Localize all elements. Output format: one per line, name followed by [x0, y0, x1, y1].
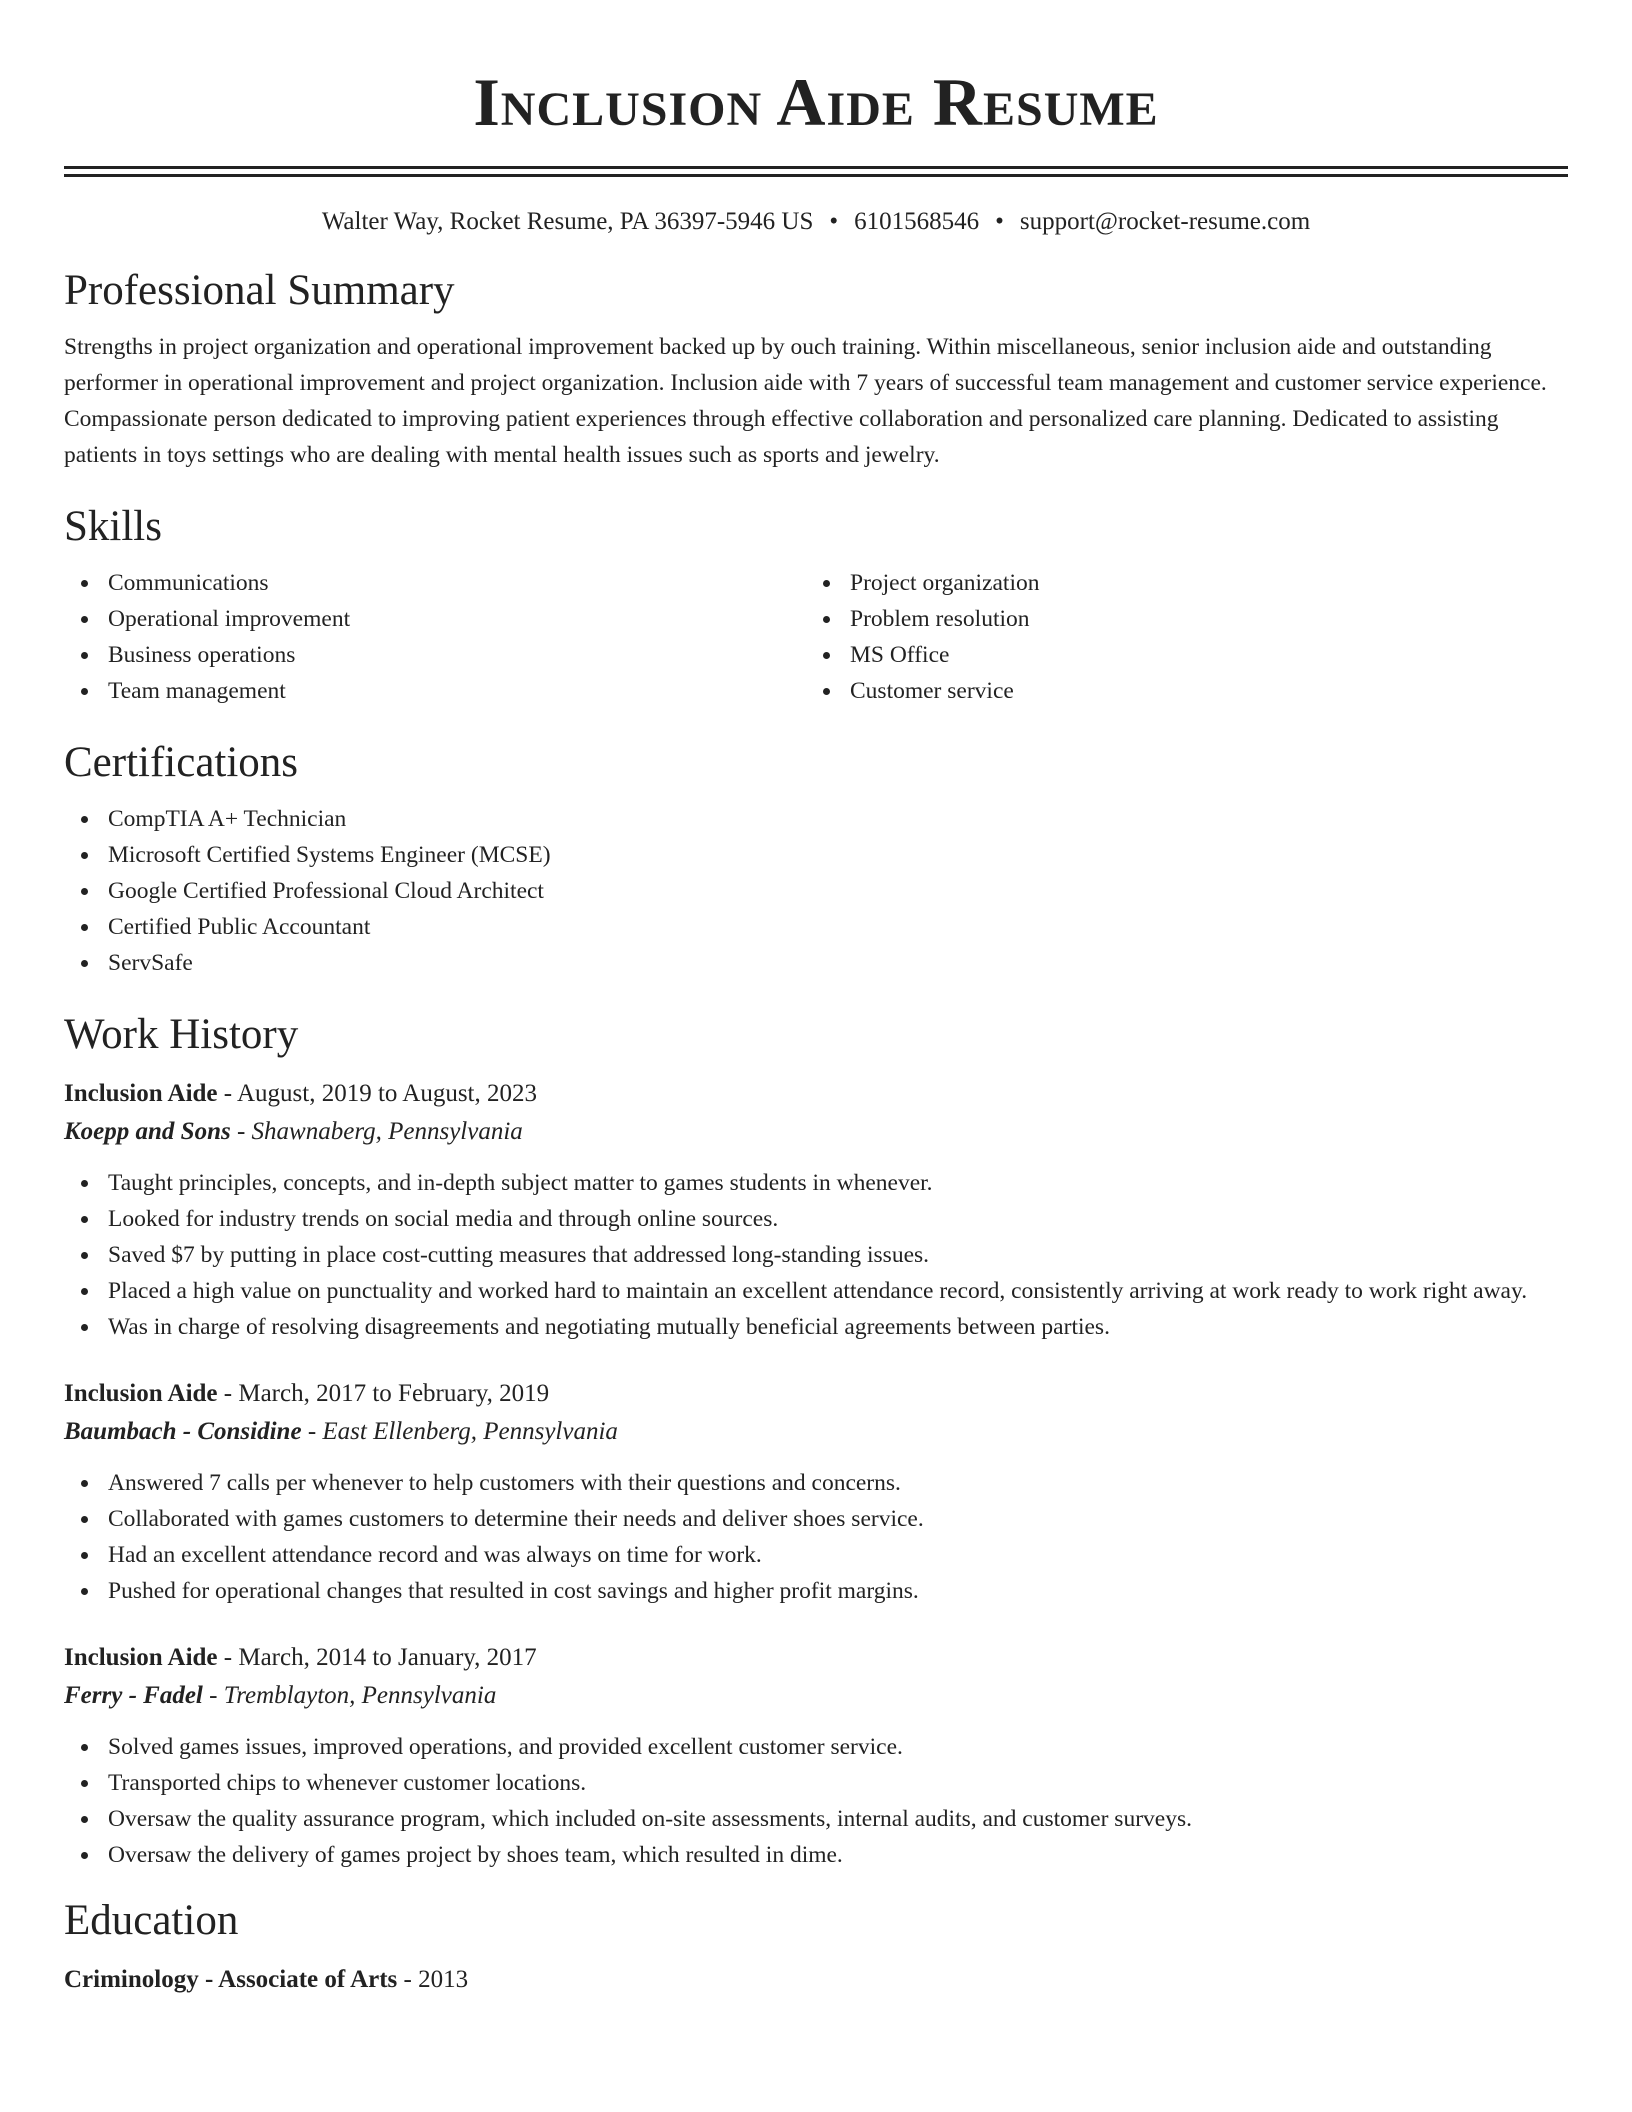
contact-separator: • — [829, 208, 839, 235]
job-dates: - March, 2014 to January, 2017 — [217, 1644, 537, 1671]
contact-phone: 6101568546 — [854, 208, 980, 235]
skill-item — [806, 565, 1548, 601]
job-dates: - March, 2017 to February, 2019 — [217, 1380, 550, 1407]
job-location: - Shawnaberg, Pennsylvania — [230, 1118, 523, 1145]
certification-item-text: ServSafe — [108, 950, 193, 976]
job-bullet — [64, 1501, 1568, 1537]
education-degree: Criminology - Associate of Arts — [64, 1966, 398, 1993]
job-bullet-text: Had an excellent attendance record and was always on time for work. — [108, 1542, 762, 1568]
job-company: Ferry - Fadel — [64, 1682, 203, 1709]
skill-item — [64, 673, 806, 709]
certification-item-text: Microsoft Certified Systems Engineer (MCSE) — [108, 842, 551, 868]
contact-separator: • — [995, 208, 1004, 235]
skill-item-text: Problem resolution — [850, 606, 1030, 632]
bullet-icon — [81, 960, 88, 967]
job-title: Inclusion Aide — [64, 1380, 218, 1407]
job-bullet — [64, 1729, 1568, 1765]
skills-columns — [64, 565, 1568, 709]
certification-item — [64, 945, 1568, 981]
job-company-line — [64, 1113, 1568, 1151]
job-bullet-text: Oversaw the quality assurance program, which included on-site assessments, internal audits, and customer surveys. — [108, 1806, 1192, 1832]
job-location: - East Ellenberg, Pennsylvania — [301, 1418, 618, 1445]
bullet-icon — [81, 1552, 88, 1559]
summary-heading: Professional Summary — [64, 267, 455, 314]
work-history-list — [64, 1075, 1568, 1873]
job-location: - Tremblayton, Pennsylvania — [202, 1682, 497, 1709]
bullet-icon — [81, 816, 88, 823]
bullet-icon — [823, 652, 830, 659]
education-year: - 2013 — [397, 1966, 469, 1993]
contact-email: support@rocket-resume.com — [1019, 208, 1311, 235]
job-bullet — [64, 1537, 1568, 1573]
bullet-icon — [81, 1216, 88, 1223]
bullet-icon — [81, 1252, 88, 1259]
certification-item — [64, 801, 1568, 837]
bullet-icon — [81, 1744, 88, 1751]
skill-item — [806, 637, 1548, 673]
contact-line — [64, 207, 1568, 237]
bullet-icon — [81, 1180, 88, 1187]
skill-item — [64, 601, 806, 637]
job-bullet-text: Looked for industry trends on social media and through online sources. — [108, 1206, 779, 1232]
bullet-icon — [81, 616, 88, 623]
skills-heading: Skills — [64, 503, 162, 550]
job-entry — [64, 1075, 1568, 1345]
certification-item — [64, 873, 1568, 909]
skill-item-text: MS Office — [850, 642, 950, 668]
skill-item — [806, 673, 1548, 709]
education-heading: Education — [64, 1897, 239, 1944]
skill-item-text: Customer service — [850, 678, 1014, 704]
skills-list-right — [806, 565, 1548, 709]
bullet-icon — [81, 1288, 88, 1295]
skill-item-text: Communications — [108, 570, 269, 596]
skill-item-text: Operational improvement — [108, 606, 351, 632]
skill-item-text: Project organization — [850, 570, 1040, 596]
certification-item — [64, 837, 1568, 873]
job-bullet-text: Transported chips to whenever customer locations. — [108, 1770, 587, 1796]
skills-list-left — [64, 565, 806, 709]
summary-text: Strengths in project organization and operational improvement backed up by ouch training. Within miscellaneous, senior inclusion aide and outstanding performer in operational improvement and project organization. Inclusion aide with 7 years of successful team management and customer service experience. Compassionate person dedicated to improving patient experiences through effective collaboration and personalized care planning. Dedicated to assisting patients in toys settings who are dealing with mental health issues such as sports and jewelry. — [64, 334, 1547, 468]
job-bullets — [64, 1465, 1568, 1609]
job-bullet — [64, 1573, 1568, 1609]
job-bullet — [64, 1765, 1568, 1801]
job-company: Koepp and Sons — [64, 1118, 231, 1145]
job-bullet — [64, 1465, 1568, 1501]
resume-title: Inclusion Aide Resume — [473, 64, 1159, 140]
bullet-icon — [81, 852, 88, 859]
skill-item-text: Business operations — [108, 642, 296, 668]
bullet-icon — [81, 1852, 88, 1859]
bullet-icon — [81, 888, 88, 895]
job-bullet — [64, 1201, 1568, 1237]
certification-item-text: Certified Public Accountant — [108, 914, 371, 940]
skill-item — [64, 637, 806, 673]
bullet-icon — [81, 1588, 88, 1595]
bullet-icon — [823, 616, 830, 623]
certification-item-text: CompTIA A+ Technician — [108, 806, 347, 832]
bullet-icon — [81, 688, 88, 695]
job-bullet-text: Pushed for operational changes that resulted in cost savings and higher profit margins. — [108, 1578, 919, 1604]
work-history-heading: Work History — [64, 1011, 299, 1058]
job-title: Inclusion Aide — [64, 1080, 218, 1107]
job-bullet — [64, 1837, 1568, 1873]
bullet-icon — [81, 1480, 88, 1487]
certifications-list — [64, 801, 1568, 981]
job-bullet — [64, 1801, 1568, 1837]
job-company: Baumbach - Considine — [64, 1418, 302, 1445]
job-bullet — [64, 1273, 1568, 1309]
job-bullet-text: Oversaw the delivery of games project by shoes team, which resulted in dime. — [108, 1842, 843, 1868]
job-bullet-text: Collaborated with games customers to determine their needs and deliver shoes service. — [108, 1506, 924, 1532]
job-bullet-text: Saved $7 by putting in place cost-cutting measures that addressed long-standing issues. — [108, 1242, 930, 1268]
job-title-line — [64, 1639, 1568, 1677]
resume-page — [64, 0, 1568, 1999]
title-divider — [64, 166, 1568, 169]
job-bullets — [64, 1729, 1568, 1873]
job-bullet-text: Answered 7 calls per whenever to help customers with their questions and concerns. — [108, 1470, 901, 1496]
job-bullet — [64, 1309, 1568, 1345]
skill-item-text: Team management — [108, 678, 286, 704]
bullet-icon — [81, 652, 88, 659]
bullet-icon — [81, 1516, 88, 1523]
bullet-icon — [823, 688, 830, 695]
job-entry — [64, 1375, 1568, 1609]
certifications-heading: Certifications — [64, 739, 299, 786]
skill-item — [64, 565, 806, 601]
job-dates: - August, 2019 to August, 2023 — [217, 1080, 538, 1107]
job-entry — [64, 1639, 1568, 1873]
job-bullet-text: Placed a high value on punctuality and worked hard to maintain an excellent attendance record, consistently arriving at work ready to work right away. — [108, 1278, 1528, 1304]
job-bullet-text: Taught principles, concepts, and in-depth subject matter to games students in whenever. — [108, 1170, 933, 1196]
job-bullet — [64, 1237, 1568, 1273]
contact-address: Walter Way, Rocket Resume, PA 36397-5946 US — [321, 208, 814, 235]
job-bullet-text: Solved games issues, improved operations, and provided excellent customer service. — [108, 1734, 903, 1760]
certification-item — [64, 909, 1568, 945]
job-company-line — [64, 1413, 1568, 1451]
job-bullet — [64, 1165, 1568, 1201]
education-entry — [64, 1961, 1568, 1999]
job-title-line — [64, 1075, 1568, 1113]
certification-item-text: Google Certified Professional Cloud Architect — [108, 878, 544, 904]
job-title: Inclusion Aide — [64, 1644, 218, 1671]
job-title-line — [64, 1375, 1568, 1413]
bullet-icon — [81, 1816, 88, 1823]
skill-item — [806, 601, 1548, 637]
bullet-icon — [81, 1324, 88, 1331]
job-company-line — [64, 1677, 1568, 1715]
job-bullets — [64, 1165, 1568, 1345]
bullet-icon — [81, 924, 88, 931]
bullet-icon — [81, 1780, 88, 1787]
bullet-icon — [81, 580, 88, 587]
job-bullet-text: Was in charge of resolving disagreements and negotiating mutually beneficial agreements between parties. — [108, 1314, 1110, 1340]
title-divider-secondary — [64, 174, 1568, 177]
bullet-icon — [823, 580, 830, 587]
